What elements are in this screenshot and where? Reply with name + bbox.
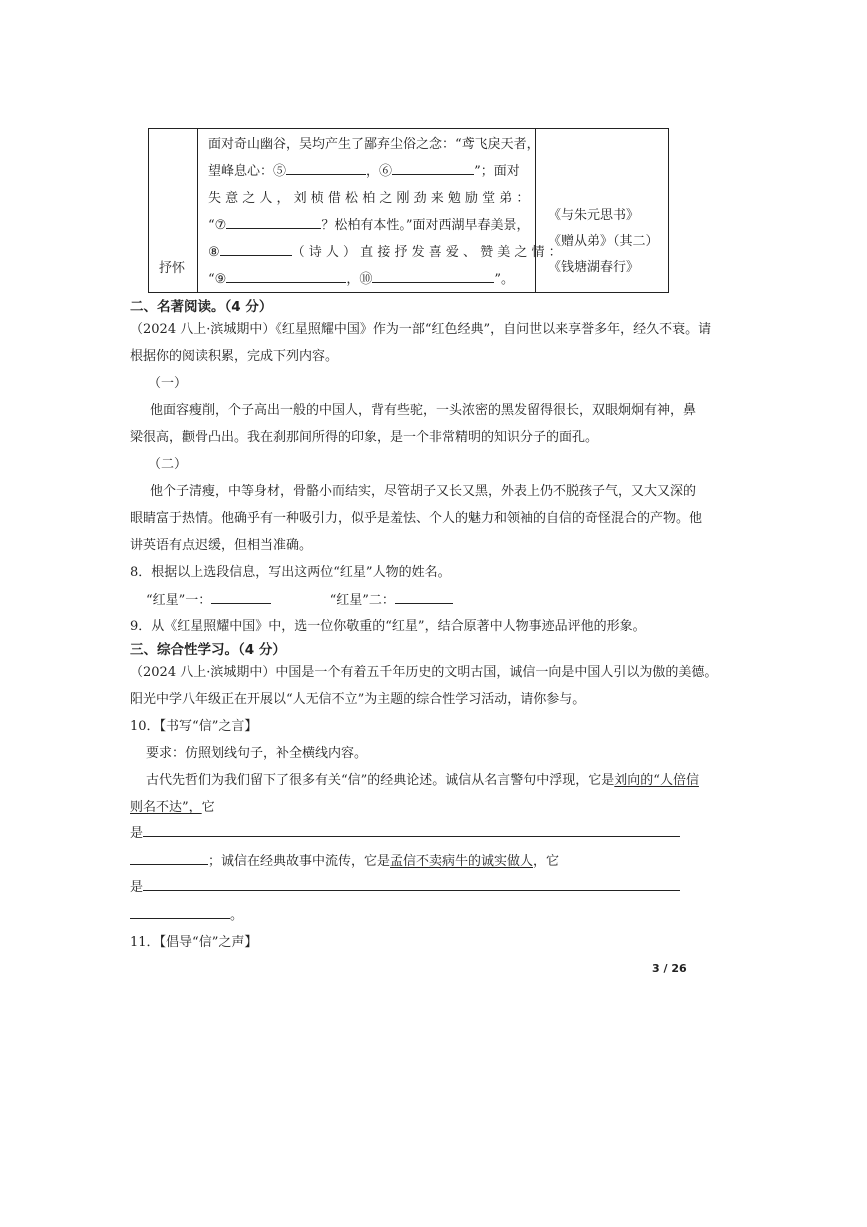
q10-line-mid: ；诚信在经典故事中流传，它是孟信不卖病牛的诚实做人，它 bbox=[130, 850, 559, 869]
table-line-4: “⑦ ？松柏有本性。”面对西湖早春美景， bbox=[208, 218, 530, 233]
blank-10[interactable] bbox=[372, 270, 494, 283]
q8-answer-row: “红星”一： “红星”二： bbox=[146, 589, 453, 608]
num-5: ⑤ bbox=[273, 164, 287, 179]
section3-title: 三、综合性学习。（4 分） bbox=[130, 642, 286, 658]
answer-line-1-cont[interactable] bbox=[130, 852, 208, 865]
table-line-2: 望峰息心：⑤ ，⑥ ”；面对 bbox=[208, 164, 520, 179]
works-cell bbox=[536, 129, 669, 293]
table-line-5: ⑧ （ 诗 人 ） 直 接 抒 发 喜 爱 、 赞 美 之 情 ： bbox=[208, 245, 562, 260]
part2-line-3: 讲英语有点迟缓，但相当准确。 bbox=[130, 538, 313, 553]
num-7: ⑦ bbox=[214, 218, 227, 233]
section2-title: 二、名著阅读。（4 分） bbox=[130, 299, 273, 315]
section2-intro-2: 根据你的阅读积累，完成下列内容。 bbox=[130, 349, 339, 364]
question-9: 9．从《红星照耀中国》中，选一位你敬重的“红星”，结合原著中人物事迹品评他的形象。 bbox=[130, 619, 646, 634]
category-label: 抒怀 bbox=[159, 261, 186, 276]
category-cell bbox=[149, 129, 198, 293]
table-line-3: 失 意 之 人 ， 刘 桢 借 松 柏 之 刚 劲 来 勉 励 堂 弟 ： bbox=[208, 191, 530, 206]
blank-8[interactable] bbox=[220, 243, 292, 256]
section3-intro-1: （2024 八上·滨城期中）中国是一个有着五千年历史的文明古国，诚信一向是中国人引以为傲的美德。 bbox=[130, 665, 718, 680]
blank-9[interactable] bbox=[226, 270, 346, 283]
work-1: 《与朱元思书》 bbox=[548, 208, 640, 223]
blank-5[interactable] bbox=[286, 162, 366, 175]
part1-line-1: 他面容瘦削，个子高出一般的中国人，背有些驼，一头浓密的黑发留得很长，双眼炯炯有神，鼻 bbox=[150, 403, 697, 418]
content-cell bbox=[198, 129, 562, 293]
poetry-fill-table bbox=[148, 128, 669, 293]
num-6: ⑥ bbox=[379, 164, 393, 179]
work-2: 《赠从弟》（其二） bbox=[548, 234, 659, 249]
q10-requirement: 要求：仿照划线句子，补全横线内容。 bbox=[146, 746, 368, 761]
q10-paragraph-line-1: 古代先哲们为我们留下了很多有关“信”的经典论述。诚信从名言警句中浮现，它是刘向的“人倍信 bbox=[146, 773, 699, 788]
answer-line-1[interactable] bbox=[143, 836, 680, 837]
q8-blank-2[interactable] bbox=[395, 591, 453, 604]
num-9: ⑨ bbox=[214, 272, 227, 287]
underlined-example-2: 孟信不卖病牛的诚实做人 bbox=[390, 854, 534, 869]
table-line-6: “⑨ ，⑩ ”。 bbox=[208, 272, 514, 287]
blank-6[interactable] bbox=[392, 162, 474, 175]
section3-intro-2: 阳光中学八年级正在开展以“人无信不立”为主题的综合性学习活动，请你参与。 bbox=[130, 692, 586, 707]
part1-label: （一） bbox=[148, 376, 188, 391]
shi-label-1: 是 bbox=[130, 826, 144, 841]
section2-intro-1: （2024 八上·滨城期中）《红星照耀中国》作为一部“红色经典”，自问世以来享誉多年，经久不衰。请 bbox=[130, 322, 712, 337]
part2-line-1: 他个子清瘦，中等身材，骨骼小而结实，尽管胡子又长又黑，外表上仍不脱孩子气，又大又深的 bbox=[150, 484, 697, 499]
blank-7[interactable] bbox=[226, 216, 321, 229]
answer-line-2-cont[interactable] bbox=[130, 906, 230, 919]
answer-line-2[interactable] bbox=[143, 890, 680, 891]
question-8: 8．根据以上选段信息，写出这两位“红星”人物的姓名。 bbox=[130, 565, 451, 580]
num-8: ⑧ bbox=[208, 245, 220, 260]
part2-line-2: 眼睛富于热情。他确乎有一种吸引力，似乎是羞怯、个人的魅力和领袖的自信的奇怪混合的产物。他 bbox=[130, 511, 703, 526]
question-11: 11．【倡导“信”之声】 bbox=[130, 935, 258, 950]
table-line-1: 面对奇山幽谷，吴均产生了鄙弃尘俗之念：“鸢飞戾天者， bbox=[208, 137, 540, 152]
work-3: 《钱塘湖春行》 bbox=[548, 260, 640, 275]
q10-paragraph-line-2: 则名不达”，它 bbox=[130, 800, 215, 815]
num-10: ⑩ bbox=[359, 272, 373, 287]
shi-label-2: 是 bbox=[130, 880, 144, 895]
page-number: 3 / 26 bbox=[652, 962, 687, 975]
q10-line-end: 。 bbox=[130, 904, 243, 923]
part2-label: （二） bbox=[148, 457, 188, 472]
part1-line-2: 梁很高，颧骨凸出。我在刹那间所得的印象，是一个非常精明的知识分子的面孔。 bbox=[130, 430, 599, 445]
question-10: 10．【书写“信”之言】 bbox=[130, 719, 258, 734]
q8-blank-1[interactable] bbox=[211, 591, 271, 604]
underlined-example-1: 刘向的“人倍信 bbox=[614, 773, 699, 788]
